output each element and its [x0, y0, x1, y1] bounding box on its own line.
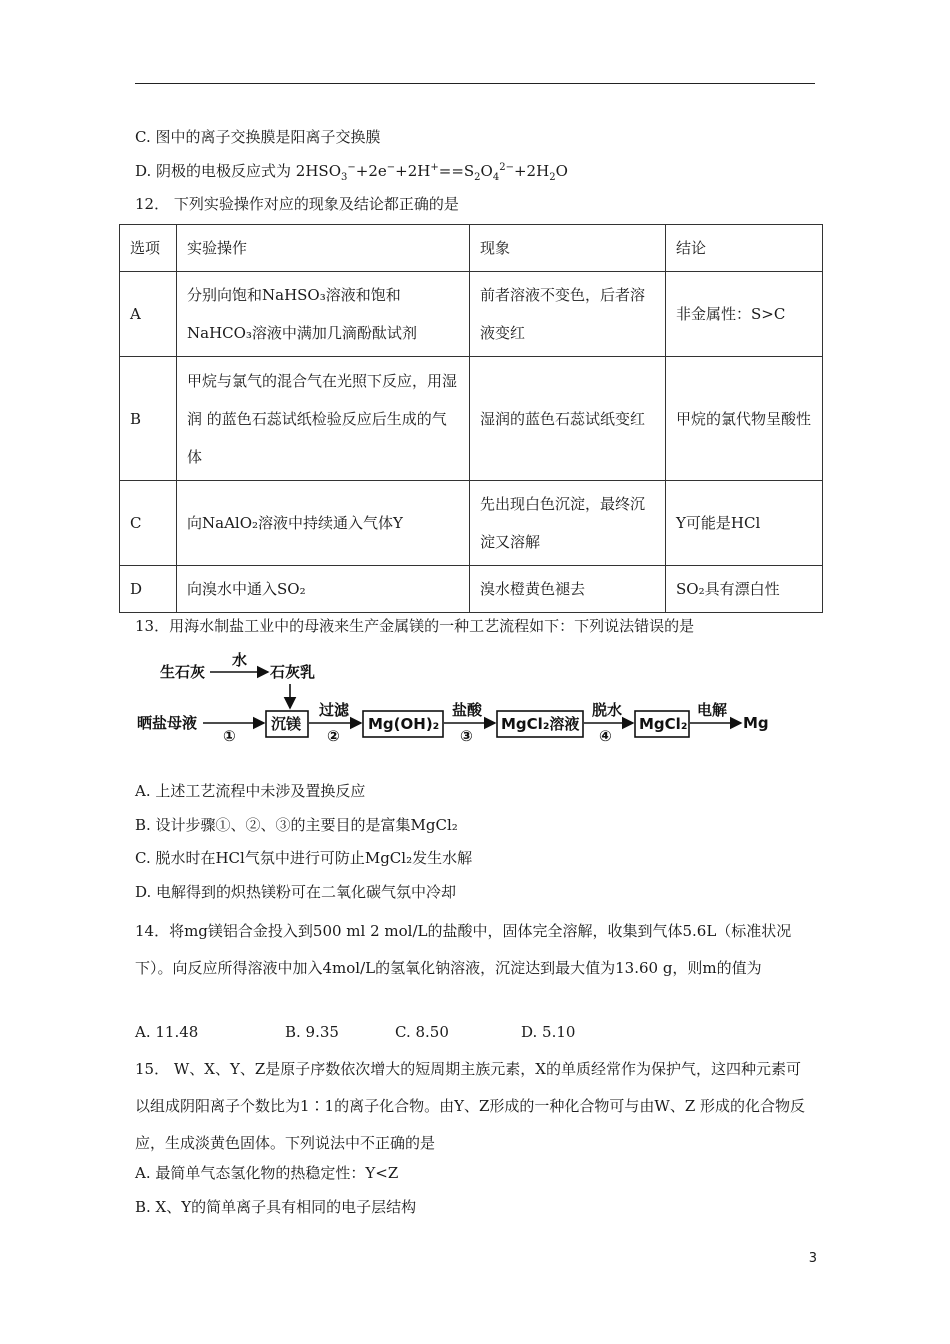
q14-option-d: D. 5.10	[521, 1023, 576, 1041]
table-cell: 向溴水中通入SO₂	[177, 566, 470, 613]
table-row	[120, 566, 823, 613]
flow-solution: MgCl₂溶液	[501, 715, 580, 733]
table-row	[120, 357, 823, 481]
table-header-row	[120, 225, 823, 272]
table-cell: SO₂具有漂白性	[666, 566, 823, 613]
q12-stem: 12． 下列实验操作对应的现象及结论都正确的是	[135, 195, 459, 213]
table-cell: 溴水橙黄色褪去	[470, 566, 666, 613]
header-rule	[135, 83, 815, 84]
flow-step2: ②	[327, 727, 340, 745]
table-cell: 甲烷与氯气的混合气在光照下反应，用湿润 的蓝色石蕊试纸检验反应后生成的气体	[177, 357, 470, 481]
table-cell: 前者溶液不变色，后者溶液变红	[470, 272, 666, 357]
flow-electrolysis: 电解	[697, 701, 728, 719]
q14-option-a: A. 11.48	[135, 1023, 199, 1041]
table-cell: 先出现白色沉淀，最终沉淀又溶解	[470, 481, 666, 566]
q15-option-a: A. 最简单气态氢化物的热稳定性：Y<Z	[135, 1164, 399, 1182]
page-number: 3	[808, 1251, 817, 1266]
q14-option-b: B. 9.35	[285, 1023, 339, 1041]
q13-option-c: C. 脱水时在HCl气氛中进行可防止MgCl₂发生水解	[135, 849, 473, 867]
table-cell: 非金属性：S>C	[666, 272, 823, 357]
table-cell: B	[120, 357, 177, 481]
table-cell: C	[120, 481, 177, 566]
flow-water: 水	[232, 651, 248, 669]
table-row	[120, 272, 823, 357]
q14-stem: 14．将mg镁铝合金投入到500 ml 2 mol/L的盐酸中，固体完全溶解，收集到气体5.6L（标准状况下）。向反应所得溶液中加入4mol/L的氢氧化钠溶液，沉淀达到最大值为13.60 g，则m的值为	[135, 922, 792, 977]
q13-option-b: B. 设计步骤①、②、③的主要目的是富集MgCl₂	[135, 816, 458, 834]
flow-brine: 晒盐母液	[137, 714, 198, 732]
q13-stem: 13．用海水制盐工业中的母液来生产金属镁的一种工艺流程如下：下列说法错误的是	[135, 617, 695, 635]
q11-option-d: D. 阴极的电极反应式为 $2HSO_3^-+2e^-+2H^+==S_2O_4^{2-}+2H_2O$	[135, 162, 568, 183]
q11-option-c: C. 图中的离子交换膜是阳离子交换膜	[135, 128, 381, 146]
experiment-table	[119, 224, 823, 613]
header-cell: 现象	[470, 225, 666, 272]
table-cell: 分别向饱和NaHSO₃溶液和饱和NaHCO₃溶液中满加几滴酚酞试剂	[177, 272, 470, 357]
flow-step4: ④	[599, 727, 612, 745]
table-cell: Y可能是HCl	[666, 481, 823, 566]
q15-option-b: B. X、Y的简单离子具有相同的电子层结构	[135, 1198, 417, 1216]
magnesium-process-flowchart	[135, 648, 775, 748]
q14-option-c: C. 8.50	[395, 1023, 449, 1041]
flow-hydroxide: Mg(OH)₂	[368, 715, 440, 733]
flow-step1: ①	[223, 727, 236, 745]
header-cell: 实验操作	[177, 225, 470, 272]
flow-step3: ③	[460, 727, 473, 745]
flow-milk: 石灰乳	[270, 663, 316, 681]
table-cell: 向NaAlO₂溶液中持续通入气体Y	[177, 481, 470, 566]
q15-stem: 15． W、X、Y、Z是原子序数依次增大的短周期主族元素，X的单质经常作为保护气，这四种元素可以组成阴阳离子个数比为1∶1的离子化合物。由Y、Z形成的一种化合物可与由W、Z 形成的化合物反应，生成淡黄色固体。下列说法中不正确的是	[135, 1060, 806, 1152]
flow-acid: 盐酸	[452, 701, 483, 719]
flow-filter: 过滤	[319, 701, 350, 719]
flow-lime: 生石灰	[160, 663, 206, 681]
table-cell: A	[120, 272, 177, 357]
flow-chloride: MgCl₂	[639, 715, 688, 733]
table-cell: 甲烷的氯代物呈酸性	[666, 357, 823, 481]
flow-settle: 沉镁	[271, 715, 302, 733]
table-cell: D	[120, 566, 177, 613]
flow-product: Mg	[743, 714, 769, 732]
flow-dehydrate: 脱水	[592, 701, 623, 719]
q13-option-a: A. 上述工艺流程中未涉及置换反应	[135, 782, 366, 800]
table-row	[120, 481, 823, 566]
header-cell: 选项	[120, 225, 177, 272]
header-cell: 结论	[666, 225, 823, 272]
table-cell: 湿润的蓝色石蕊试纸变红	[470, 357, 666, 481]
q13-option-d: D. 电解得到的炽热镁粉可在二氧化碳气氛中冷却	[135, 883, 457, 901]
